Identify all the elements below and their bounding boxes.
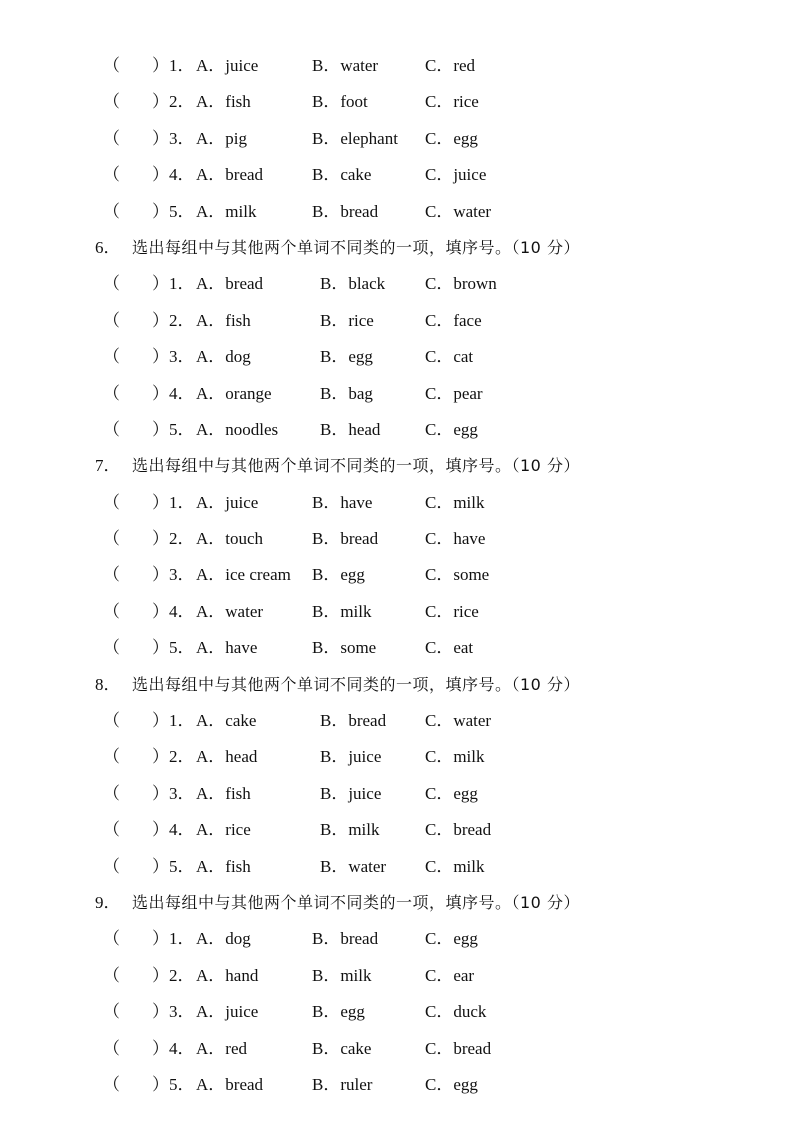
section-heading [0, 885, 794, 921]
question-row [0, 849, 794, 885]
question-row [0, 703, 794, 739]
option-c: C．egg [425, 929, 478, 949]
question-row [0, 376, 794, 412]
answer-blank-open[interactable]: （ [103, 310, 120, 330]
question-row [0, 121, 794, 157]
option-a: A．ice cream [196, 565, 291, 585]
option-b: B．juice [320, 747, 382, 767]
answer-blank-open[interactable]: （ [103, 965, 120, 985]
section-instruction: 选出每组中与其他两个单词不同类的一项，填序号。（10 分） [132, 892, 580, 912]
question-row [0, 776, 794, 812]
option-c: C．duck [425, 1002, 487, 1022]
question-number: ）4． [152, 165, 195, 185]
option-c: C．bread [425, 820, 492, 840]
option-a: A．dog [196, 347, 251, 367]
question-row [0, 812, 794, 848]
option-c: C．bread [425, 1038, 492, 1058]
option-b: B．egg [320, 347, 373, 367]
option-a: A．touch [196, 529, 264, 549]
option-b: B．foot [312, 92, 368, 112]
option-b: B．milk [312, 601, 372, 621]
option-a: A．bread [196, 165, 264, 185]
option-b: B．have [312, 492, 373, 512]
answer-blank-open[interactable]: （ [103, 565, 120, 585]
answer-blank-open[interactable]: （ [103, 1038, 120, 1058]
question-number: ）3． [152, 565, 195, 585]
question-number: ）2． [152, 92, 195, 112]
answer-blank-open[interactable]: （ [103, 347, 120, 367]
question-row [0, 557, 794, 593]
answer-blank-open[interactable]: （ [103, 856, 120, 876]
answer-blank-open[interactable]: （ [103, 747, 120, 767]
question-number: ）3． [152, 783, 195, 803]
option-c: C．pear [425, 383, 483, 403]
option-a: A．have [196, 638, 258, 658]
option-b: B．egg [312, 565, 365, 585]
question-row [0, 485, 794, 521]
section-instruction: 选出每组中与其他两个单词不同类的一项，填序号。（10 分） [132, 674, 580, 694]
question-row [0, 339, 794, 375]
option-a: A．bread [196, 1074, 264, 1094]
answer-blank-open[interactable]: （ [103, 274, 120, 294]
option-a: A．milk [196, 201, 257, 221]
option-b: B．ruler [312, 1074, 373, 1094]
option-b: B．bread [320, 711, 387, 731]
option-c: C．water [425, 201, 492, 221]
section-instruction: 选出每组中与其他两个单词不同类的一项，填序号。（10 分） [132, 237, 580, 257]
question-row [0, 412, 794, 448]
section-heading [0, 448, 794, 484]
option-b: B．water [312, 56, 379, 75]
question-number: ）2． [152, 747, 195, 767]
option-a: A．hand [196, 965, 259, 985]
question-number: ）4． [152, 601, 195, 621]
option-c: C．red [425, 56, 476, 75]
question-number: ）1． [152, 274, 195, 294]
option-b: B．bread [312, 201, 379, 221]
option-c: C．some [425, 565, 490, 585]
answer-blank-open[interactable]: （ [103, 820, 120, 840]
answer-blank-open[interactable]: （ [103, 638, 120, 658]
option-c: C．eat [425, 638, 474, 658]
option-b: B．water [320, 856, 387, 876]
question-number: ）1． [152, 56, 195, 75]
answer-blank-open[interactable]: （ [103, 1002, 120, 1022]
option-c: C．ear [425, 965, 475, 985]
question-number: ）3． [152, 128, 195, 148]
answer-blank-open[interactable]: （ [103, 783, 120, 803]
question-number: ）3． [152, 1002, 195, 1022]
option-c: C．egg [425, 783, 478, 803]
option-c: C．egg [425, 1074, 478, 1094]
question-number: ）5． [152, 201, 195, 221]
answer-blank-open[interactable]: （ [103, 711, 120, 731]
answer-blank-open[interactable]: （ [103, 1074, 120, 1094]
question-row [0, 958, 794, 994]
question-row [0, 84, 794, 120]
option-a: A．juice [196, 56, 259, 75]
worksheet-page [0, 48, 794, 1103]
question-row [0, 739, 794, 775]
question-row [0, 303, 794, 339]
option-c: C．have [425, 529, 486, 549]
option-b: B．milk [320, 820, 380, 840]
option-a: A．cake [196, 711, 257, 731]
question-number: ）4． [152, 383, 195, 403]
option-b: B．rice [320, 310, 374, 330]
option-b: B．black [320, 274, 386, 294]
option-c: C．cat [425, 347, 474, 367]
option-a: A．rice [196, 820, 251, 840]
question-row [0, 994, 794, 1030]
option-c: C．egg [425, 128, 478, 148]
option-b: B．juice [320, 783, 382, 803]
section-heading [0, 667, 794, 703]
section-number: 8． [95, 674, 121, 694]
option-a: A．fish [196, 92, 251, 112]
option-c: C．milk [425, 856, 485, 876]
section-number: 6． [95, 237, 121, 257]
option-a: A．orange [196, 383, 272, 403]
option-b: B．bread [312, 529, 379, 549]
option-b: B．milk [312, 965, 372, 985]
question-number: ）1． [152, 492, 195, 512]
option-a: A．juice [196, 492, 259, 512]
answer-blank-open[interactable]: （ [103, 165, 120, 185]
option-b: B．some [312, 638, 377, 658]
answer-blank-open[interactable]: （ [103, 529, 120, 549]
option-c: C．face [425, 310, 482, 330]
question-number: ）1． [152, 711, 195, 731]
option-b: B．cake [312, 165, 372, 185]
question-row [0, 48, 794, 84]
question-row [0, 194, 794, 230]
answer-blank-open[interactable]: （ [103, 128, 120, 148]
question-number: ）4． [152, 1038, 195, 1058]
option-a: A．pig [196, 128, 247, 148]
option-b: B．egg [312, 1002, 365, 1022]
question-row [0, 1067, 794, 1103]
option-a: A．juice [196, 1002, 259, 1022]
option-b: B．cake [312, 1038, 372, 1058]
question-row [0, 921, 794, 957]
option-a: A．head [196, 747, 258, 767]
option-c: C．egg [425, 419, 478, 439]
answer-blank-open[interactable]: （ [103, 419, 120, 439]
answer-blank-open[interactable]: （ [103, 601, 120, 621]
answer-blank-open[interactable]: （ [103, 201, 120, 221]
question-number: ）4． [152, 820, 195, 840]
question-number: ）2． [152, 310, 195, 330]
answer-blank-open[interactable]: （ [103, 92, 120, 112]
option-b: B．bread [312, 929, 379, 949]
option-a: A．fish [196, 310, 251, 330]
question-number: ）5． [152, 1074, 195, 1094]
answer-blank-open[interactable]: （ [103, 56, 120, 75]
option-a: A．fish [196, 783, 251, 803]
option-b: B．head [320, 419, 381, 439]
option-c: C．rice [425, 601, 479, 621]
section-number: 7． [95, 456, 121, 476]
option-c: C．milk [425, 492, 485, 512]
question-number: ）5． [152, 638, 195, 658]
question-number: ）2． [152, 965, 195, 985]
option-a: A．water [196, 601, 264, 621]
option-a: A．noodles [196, 419, 279, 439]
question-row [0, 521, 794, 557]
question-number: ）3． [152, 347, 195, 367]
question-number: ）2． [152, 529, 195, 549]
option-c: C．juice [425, 165, 487, 185]
question-number: ）1． [152, 929, 195, 949]
section-heading [0, 230, 794, 266]
option-c: C．water [425, 711, 492, 731]
option-c: C．brown [425, 274, 497, 294]
question-row [0, 1031, 794, 1067]
answer-blank-open[interactable]: （ [103, 383, 120, 403]
question-row [0, 594, 794, 630]
answer-blank-open[interactable]: （ [103, 492, 120, 512]
option-a: A．fish [196, 856, 251, 876]
question-number: ）5． [152, 419, 195, 439]
option-c: C．rice [425, 92, 479, 112]
question-row [0, 157, 794, 193]
question-row [0, 630, 794, 666]
option-c: C．milk [425, 747, 485, 767]
question-row [0, 266, 794, 302]
section-instruction: 选出每组中与其他两个单词不同类的一项，填序号。（10 分） [132, 456, 580, 476]
option-b: B．bag [320, 383, 373, 403]
section-number: 9． [95, 892, 121, 912]
option-b: B．elephant [312, 128, 398, 148]
option-a: A．red [196, 1038, 247, 1058]
answer-blank-open[interactable]: （ [103, 929, 120, 949]
question-number: ）5． [152, 856, 195, 876]
option-a: A．bread [196, 274, 264, 294]
option-a: A．dog [196, 929, 251, 949]
